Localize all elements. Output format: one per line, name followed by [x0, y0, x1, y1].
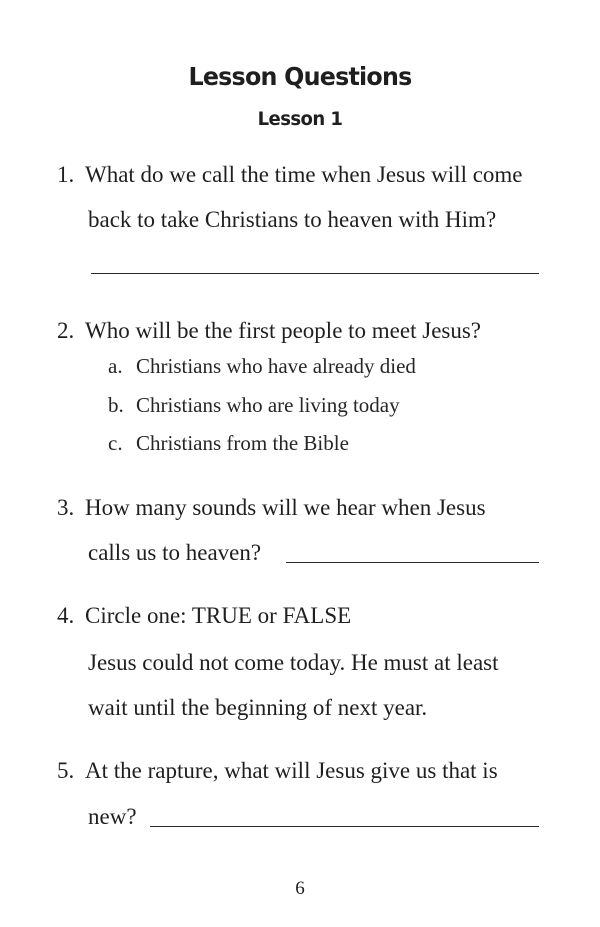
option-letter: c.: [108, 431, 123, 455]
question-number: 2.: [57, 318, 75, 343]
question-number: 5.: [57, 758, 75, 783]
answer-blank[interactable]: [91, 273, 539, 274]
question-text: Circle one: TRUE or FALSE: [85, 603, 352, 628]
option-text: Christians from the Bible: [136, 431, 349, 455]
page-subtitle: Lesson 1: [257, 108, 343, 130]
option-text: Christians who have already died: [136, 354, 416, 378]
option-letter: a.: [108, 354, 123, 378]
question-text: calls us to heaven?: [88, 540, 262, 565]
question-text: Who will be the first people to meet Jesus?: [85, 318, 482, 343]
question-text: At the rapture, what will Jesus give us that is: [85, 758, 498, 783]
answer-blank[interactable]: [150, 826, 539, 827]
question-number: 3.: [57, 495, 75, 520]
question-text: back to take Christians to heaven with Him?: [88, 207, 497, 232]
question-text: What do we call the time when Jesus will come: [85, 162, 523, 187]
page-number: 6: [295, 878, 305, 899]
page-title: Lesson Questions: [188, 62, 412, 91]
answer-blank[interactable]: [286, 562, 539, 563]
question-number: 1.: [57, 162, 75, 187]
question-text: Jesus could not come today. He must at least: [88, 650, 499, 675]
question-text: How many sounds will we hear when Jesus: [85, 495, 486, 520]
question-text: new?: [88, 804, 137, 829]
option-letter: b.: [108, 393, 124, 417]
option-text: Christians who are living today: [136, 393, 400, 417]
question-number: 4.: [57, 603, 75, 628]
question-text: wait until the beginning of next year.: [88, 695, 428, 720]
